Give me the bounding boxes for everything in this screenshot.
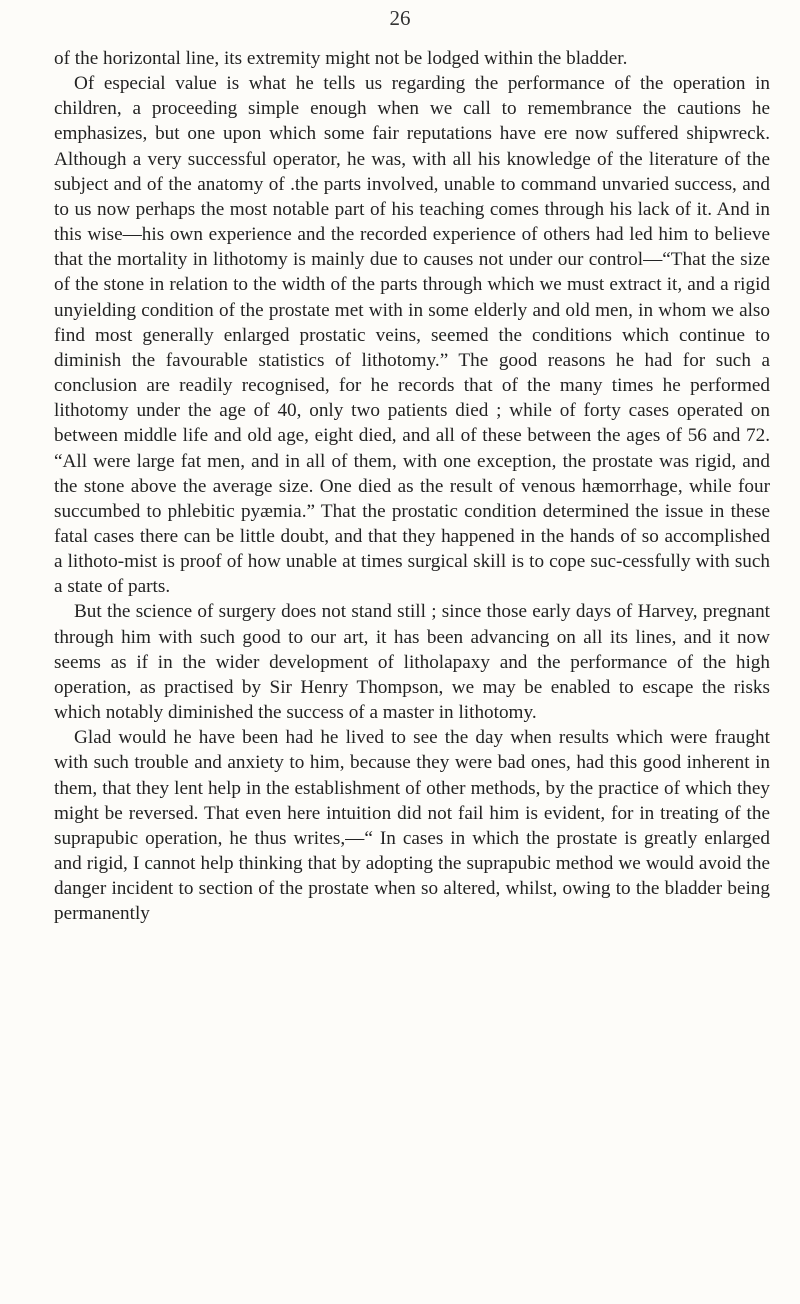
paragraph: of the horizontal line, its extremity might not be lodged within the bladder. — [54, 48, 628, 69]
paragraph: But the science of surgery does not stand still ; since those early days of Harvey, pregnant through him with such good to our art, it has been advancing on all its lines, and it now seems as if in the wider development of litholapaxy and the performance of the high operation, as practised by Sir Henry Thompson, we may be enabled to escape the risks which notably diminished the success of a master in lithotomy. — [54, 601, 770, 724]
paragraph: Glad would he have been had he lived to see the day when results which were fraught with such trouble and anxiety to him, because they were bad ones, had this good inherent in them, that they lent help in the establishment of other methods, by the practice of which they might be reversed. That even here intuition did not fail him is evident, for in treating of the suprapubic operation, he thus writes,—“ In cases in which the prostate is greatly enlarged and rigid, I cannot help thinking that by adopting the suprapubic method we would avoid the danger incident to section of the prostate when so altered, whilst, owing to the bladder being permanently — [54, 727, 770, 925]
page-number: 26 — [389, 6, 411, 30]
paragraph: Of especial value is what he tells us regarding the performance of the operation in children, a proceeding simple enough when we call to remembrance the cautions he emphasizes, but one upon which some fair reputations have ere now suffered shipwreck. Although a very successful operator, he was, with all his knowledge of the literature of the subject and of the anatomy of .the parts involved, unable to command unvaried success, and to us now perhaps the most notable part of his teaching comes through his lack of it. And in this wise—his own experience and the recorded experience of others had led him to believe that the mortality in lithotomy is mainly due to causes not under our control—“That the size of the stone in relation to the width of the parts through which we must extract it, and a rigid unyielding condition of the prostate met with in some elderly and old men, in whom we also find most generally enlarged prostatic veins, seemed the conditions which continue to diminish the favourable statistics of lithotomy.” The good reasons he had for such a conclusion are readily recognised, for he records that of the many times he performed lithotomy under the age of 40, only two patients died ; while of forty cases operated on between middle life and old age, eight died, and all of these between the ages of 56 and 72. “All were large fat men, and in all of them, with one exception, the prostate was rigid, and the stone above the average size. One died as the result of venous hæmorrhage, while four succumbed to phlebitic pyæmia.” That the prostatic condition determined the issue in these fatal cases there can be little doubt, and that they happened in the hands of so accomplished a lithoto-mist is proof of how unable at times surgical skill is to cope suc-cessfully with such a state of parts. — [54, 73, 770, 598]
body-text — [54, 46, 770, 926]
